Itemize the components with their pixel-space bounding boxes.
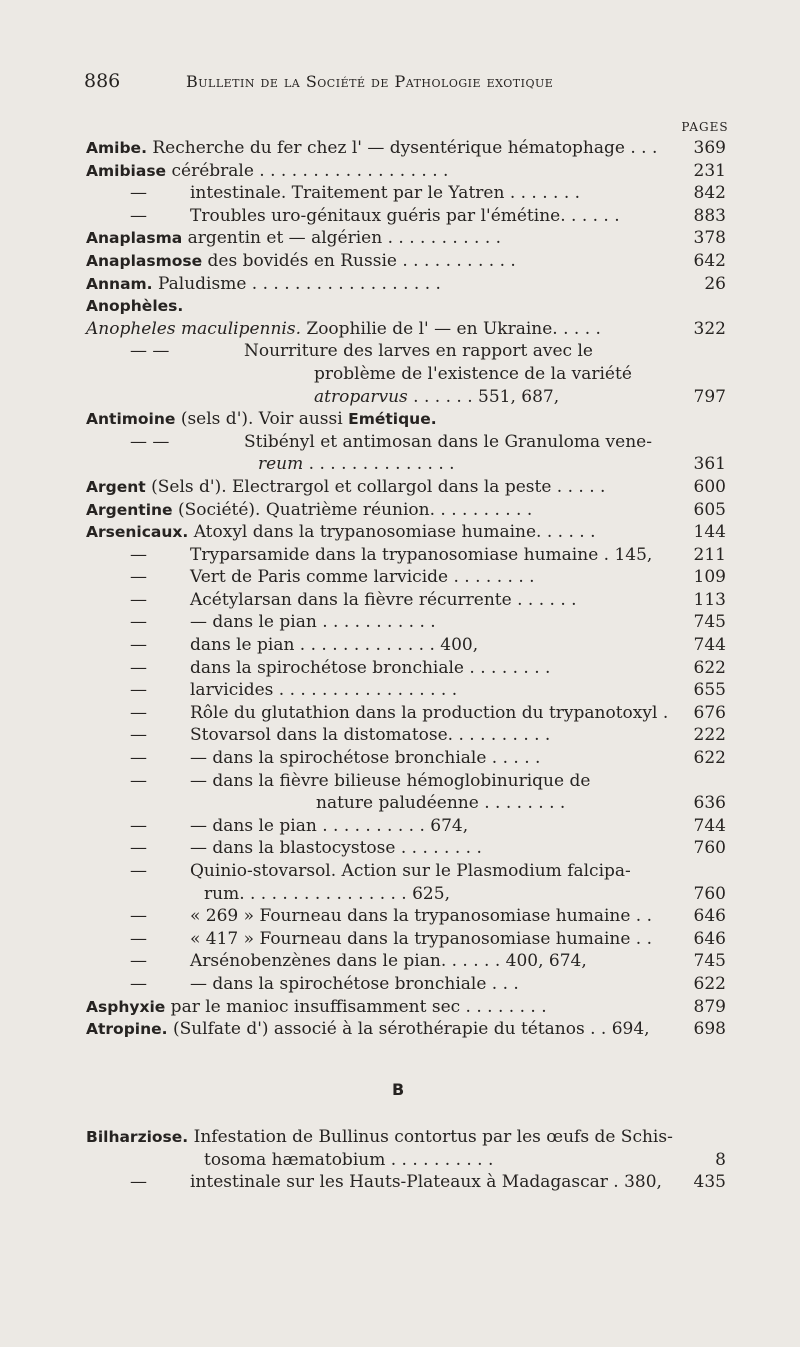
entry-keyword: Amibe. xyxy=(86,139,147,157)
index-entry xyxy=(0,996,800,1019)
page-reference: 322 xyxy=(693,318,726,339)
repeat-dash: — xyxy=(130,838,147,859)
repeat-dash: — xyxy=(130,183,147,204)
entry-description: Stovarsol dans la distomatose. . . . . . . . . . xyxy=(190,725,551,746)
index-entry xyxy=(0,1171,800,1194)
entry-text xyxy=(86,408,437,431)
repeat-dash: — xyxy=(130,928,147,949)
entry-description: — dans la spirochétose bronchiale . . . xyxy=(190,973,519,994)
page-reference: 435 xyxy=(693,1172,726,1193)
index-entry xyxy=(0,1149,800,1172)
page-reference: 646 xyxy=(693,928,726,949)
repeat-dash: — xyxy=(130,861,147,881)
entry-continuation: rum. . . . . . . . . . . . . . . . 625, xyxy=(204,883,450,904)
index-entry xyxy=(0,883,800,906)
index-entry xyxy=(0,340,800,363)
entry-description: Troubles uro-génitaux guéris par l'émétine. . . . . . xyxy=(190,205,620,226)
page-reference: 622 xyxy=(693,748,726,769)
entry-description: . . . . . . . . . . . . . . xyxy=(303,454,455,475)
entry-description: Stibényl et antimosan dans le Granuloma vene- xyxy=(244,431,652,452)
page-reference: 842 xyxy=(693,183,726,204)
entry-description: Atoxyl dans la trypanosomiase humaine. . . . . . xyxy=(188,522,596,543)
page-reference: 109 xyxy=(693,567,726,588)
index-entry xyxy=(0,724,800,747)
entry-text xyxy=(86,996,547,1019)
entry-keyword: Anophèles. xyxy=(86,297,184,316)
repeat-dash: — xyxy=(130,770,147,791)
page-reference: 698 xyxy=(693,1019,726,1040)
entry-description: Paludisme . . . . . . . . . . . . . . . . . . xyxy=(152,273,441,294)
index-entries-a xyxy=(0,137,800,1041)
index-entry xyxy=(0,1126,800,1149)
entry-description: larvicides . . . . . . . . . . . . . . . . . xyxy=(190,680,458,701)
repeat-dash: — xyxy=(130,205,147,226)
index-entry xyxy=(0,363,800,386)
index-entry xyxy=(0,273,800,296)
entry-text xyxy=(86,295,183,318)
entry-description: « 417 » Fourneau dans la trypanosomiase humaine . . xyxy=(190,928,653,949)
entry-text xyxy=(86,521,596,544)
page-reference: 655 xyxy=(693,680,726,701)
species-fragment: reum xyxy=(258,454,304,475)
entry-keyword: Asphyxie xyxy=(86,997,166,1016)
index-entry xyxy=(0,792,800,815)
entry-description: dans le pian . . . . . . . . . . . . . 400, xyxy=(190,635,479,656)
page-reference: 622 xyxy=(693,973,726,994)
entry-keyword: Arsenicaux. xyxy=(86,523,189,542)
repeat-dash: — xyxy=(130,748,147,769)
entry-description: Nourriture des larves en rapport avec le xyxy=(244,341,593,362)
index-entry xyxy=(0,905,800,928)
index-entry xyxy=(0,950,800,973)
index-entry xyxy=(0,408,800,431)
repeat-dash: — xyxy=(130,657,147,678)
page-number: 886 xyxy=(84,70,121,92)
page-reference: 760 xyxy=(693,883,726,904)
entry-text xyxy=(86,227,501,250)
entry-text xyxy=(86,476,605,499)
entry-description: . . . . . . 551, 687, xyxy=(407,386,560,407)
repeat-dash: — xyxy=(130,635,147,656)
entry-text xyxy=(86,250,516,273)
page-reference: 745 xyxy=(693,951,726,972)
entry-keyword: Argentine xyxy=(86,500,173,519)
page-reference: 369 xyxy=(693,138,726,158)
index-entries-b xyxy=(0,1126,800,1194)
entry-keyword: Amibiase xyxy=(86,161,167,180)
index-entry xyxy=(0,386,800,409)
page-reference: 8 xyxy=(715,1149,726,1170)
index-entry xyxy=(0,566,800,589)
entry-description: (sels d'). Voir aussi xyxy=(175,409,349,430)
entry-description: (Sels d'). Electrargol et collargol dans la peste . . . . . xyxy=(145,476,606,497)
repeat-dash: — xyxy=(130,612,147,633)
index-entry xyxy=(0,182,800,205)
entry-keyword: Bilharziose. xyxy=(86,1128,189,1146)
page-reference: 622 xyxy=(693,657,726,678)
entry-description: Rôle du glutathion dans la production du trypanotoxyl . xyxy=(190,702,669,723)
index-entry xyxy=(0,318,800,341)
entry-continuation: problème de l'existence de la variété xyxy=(314,363,632,384)
index-entry xyxy=(0,521,800,544)
index-entry xyxy=(0,770,800,793)
index-entry xyxy=(0,137,800,160)
entry-description: intestinale sur les Hauts-Plateaux à Madagascar . 380, xyxy=(190,1172,662,1193)
repeat-dash: — xyxy=(130,973,147,994)
entry-description: Infestation de Bullinus contortus par les œufs de Schis- xyxy=(188,1127,673,1147)
entry-text xyxy=(86,160,448,183)
page-reference: 378 xyxy=(693,228,726,249)
repeat-dash: — xyxy=(130,815,147,836)
repeat-dash: — xyxy=(130,544,147,565)
entry-description: Recherche du fer chez l' — dysentérique hématophage . . . xyxy=(146,138,658,158)
repeat-dash: — xyxy=(130,589,147,610)
index-entry xyxy=(0,205,800,228)
entry-text xyxy=(86,1126,673,1149)
entry-species: Anopheles maculipennis. xyxy=(86,318,301,339)
entry-description: cérébrale . . . . . . . . . . . . . . . . . . xyxy=(166,160,449,181)
entry-text xyxy=(86,1018,650,1041)
entry-continuation xyxy=(314,386,559,409)
page-reference: 646 xyxy=(693,906,726,927)
index-entry xyxy=(0,973,800,996)
page-reference: 600 xyxy=(693,476,726,497)
page-reference: 744 xyxy=(693,635,726,656)
repeat-dash: — xyxy=(130,680,147,701)
page-reference: 636 xyxy=(693,793,726,814)
page-reference: 883 xyxy=(693,205,726,226)
index-entry xyxy=(0,589,800,612)
index-entry xyxy=(0,160,800,183)
entry-description: Quinio-stovarsol. Action sur le Plasmodium falcipa- xyxy=(190,861,631,881)
entry-description: — dans la fièvre bilieuse hémoglobinurique de xyxy=(190,770,591,791)
repeat-dash: — xyxy=(130,725,147,746)
entry-description: dans la spirochétose bronchiale . . . . . . . . xyxy=(190,657,551,678)
index-entry xyxy=(0,250,800,273)
page-reference: 211 xyxy=(693,544,726,565)
page-reference: 361 xyxy=(693,454,726,475)
page-reference: 745 xyxy=(693,612,726,633)
entry-text xyxy=(86,273,441,296)
index-entry xyxy=(0,634,800,657)
entry-description: argentin et — algérien . . . . . . . . . . . xyxy=(182,228,502,249)
repeat-dash: — — xyxy=(130,431,170,452)
page-reference: 760 xyxy=(693,838,726,859)
page-reference: 879 xyxy=(693,996,726,1017)
entry-description: Vert de Paris comme larvicide . . . . . . . . xyxy=(190,567,535,588)
entry-text xyxy=(86,318,601,341)
index-entry xyxy=(0,453,800,476)
page-reference: 744 xyxy=(693,815,726,836)
repeat-dash: — — xyxy=(130,341,170,362)
page-reference: 222 xyxy=(693,725,726,746)
index-entry xyxy=(0,837,800,860)
repeat-dash: — xyxy=(130,567,147,588)
entry-continuation xyxy=(258,453,455,476)
index-entry xyxy=(0,702,800,725)
page-reference: 231 xyxy=(693,160,726,181)
entry-description: par le manioc insuffisamment sec . . . . . . . . xyxy=(165,996,547,1017)
entry-keyword: Atropine. xyxy=(86,1020,168,1039)
page-reference: 113 xyxy=(693,589,726,610)
index-entry xyxy=(0,611,800,634)
page-reference: 797 xyxy=(693,386,726,407)
journal-title: Bulletin de la Société de Pathologie exotique xyxy=(186,72,554,91)
entry-keyword: Anaplasmose xyxy=(86,251,203,270)
entry-description: — dans la blastocystose . . . . . . . . xyxy=(190,838,482,859)
entry-continuation: tosoma hæmatobium . . . . . . . . . . xyxy=(204,1149,494,1170)
repeat-dash: — xyxy=(130,906,147,927)
page-reference: 642 xyxy=(693,250,726,271)
page-reference: 676 xyxy=(693,702,726,723)
entry-description: « 269 » Fourneau dans la trypanosomiase humaine . . xyxy=(190,906,653,927)
index-entry xyxy=(0,431,800,454)
repeat-dash: — xyxy=(130,702,147,723)
entry-keyword: Argent xyxy=(86,477,146,496)
entry-description: Tryparsamide dans la trypanosomiase humaine . 145, xyxy=(190,544,653,565)
index-entry xyxy=(0,499,800,522)
page-reference: 605 xyxy=(693,499,726,520)
page-reference: 26 xyxy=(704,273,726,294)
entry-description: (Sulfate d') associé à la sérothérapie du tétanos . . 694, xyxy=(167,1019,650,1040)
repeat-dash: — xyxy=(130,951,147,972)
entry-text xyxy=(86,499,532,522)
entry-text xyxy=(86,137,657,160)
index-entry xyxy=(0,544,800,567)
index-entry xyxy=(0,860,800,883)
index-entry xyxy=(0,657,800,680)
index-entry xyxy=(0,295,800,318)
entry-cross-reference: Emétique. xyxy=(348,410,437,429)
entry-description: — dans la spirochétose bronchiale . . . . . xyxy=(190,748,541,769)
variety-name: atroparvus xyxy=(314,386,408,407)
index-entry xyxy=(0,928,800,951)
entry-keyword: Annam. xyxy=(86,274,153,293)
entry-description: (Société). Quatrième réunion. . . . . . . . . . xyxy=(172,499,533,520)
entry-description: des bovidés en Russie . . . . . . . . . . . xyxy=(202,250,516,271)
entry-description: intestinale. Traitement par le Yatren . . . . . . . xyxy=(190,183,581,204)
entry-description: Zoophilie de l' — en Ukraine. . . . . xyxy=(300,318,601,339)
pages-column-label: PAGES xyxy=(681,120,729,134)
entry-continuation: nature paludéenne . . . . . . . . xyxy=(316,793,566,814)
index-entry xyxy=(0,747,800,770)
index-entry xyxy=(0,476,800,499)
index-entry xyxy=(0,1018,800,1041)
entry-description: Acétylarsan dans la fièvre récurrente . . . . . . xyxy=(190,589,577,610)
repeat-dash: — xyxy=(130,1172,147,1193)
entry-description: Arsénobenzènes dans le pian. . . . . . 400, 674, xyxy=(190,951,587,972)
index-entry xyxy=(0,227,800,250)
entry-description: — dans le pian . . . . . . . . . . 674, xyxy=(190,815,469,836)
index-entry xyxy=(0,679,800,702)
index-entry xyxy=(0,815,800,838)
entry-keyword: Anaplasma xyxy=(86,229,183,248)
section-letter-b: B xyxy=(392,1080,405,1099)
entry-keyword: Antimoine xyxy=(86,410,176,429)
entry-description: — dans le pian . . . . . . . . . . . xyxy=(190,612,436,633)
page-reference: 144 xyxy=(693,522,726,543)
